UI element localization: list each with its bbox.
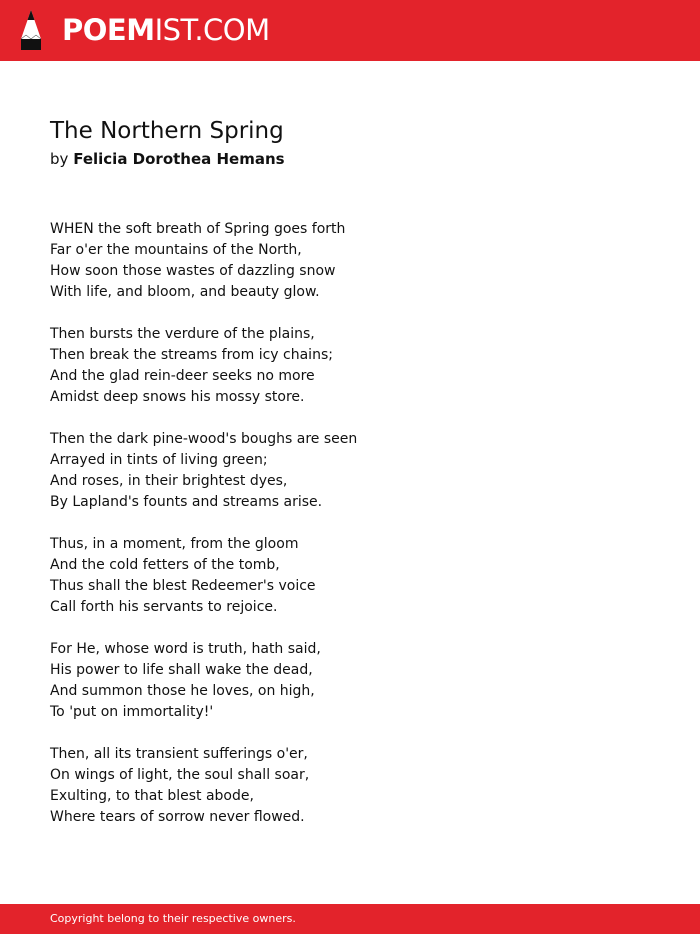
- pencil-logo-icon[interactable]: [18, 9, 44, 51]
- logo-text-bold: POEM: [62, 13, 155, 47]
- by-label: by: [50, 150, 69, 168]
- poem-line: Then bursts the verdure of the plains,: [50, 326, 315, 342]
- stanza-1: [50, 219, 650, 303]
- poem-line: Call forth his servants to rejoice.: [50, 599, 278, 615]
- poem-line: And roses, in their brightest dyes,: [50, 473, 288, 489]
- poem-line: Amidst deep snows his mossy store.: [50, 389, 305, 405]
- copyright-text: Copyright belong to their respective owners.: [50, 912, 296, 925]
- poem-line: Far o'er the mountains of the North,: [50, 242, 302, 258]
- poem-line: For He, whose word is truth, hath said,: [50, 641, 321, 657]
- poem-line: Then, all its transient sufferings o'er,: [50, 746, 308, 762]
- logo-text-light: IST.COM: [154, 13, 270, 47]
- site-logo-text[interactable]: [62, 12, 270, 48]
- poem-author: Felicia Dorothea Hemans: [73, 150, 285, 168]
- poem-line: Where tears of sorrow never flowed.: [50, 809, 305, 825]
- poem-line: Then the dark pine-wood's boughs are seen: [50, 431, 358, 447]
- stanza-2: [50, 324, 650, 408]
- poem-line: Then break the streams from icy chains;: [50, 347, 333, 363]
- poem-line: By Lapland's founts and streams arise.: [50, 494, 323, 510]
- poem-line: How soon those wastes of dazzling snow: [50, 263, 336, 279]
- poem-line: Thus, in a moment, from the gloom: [50, 536, 299, 552]
- poem-byline: [50, 149, 285, 169]
- site-header: [0, 0, 700, 61]
- poem-line: Exulting, to that blest abode,: [50, 788, 254, 804]
- poem-line: And summon those he loves, on high,: [50, 683, 315, 699]
- stanza-4: [50, 534, 650, 618]
- poem-line: And the cold fetters of the tomb,: [50, 557, 280, 573]
- poem-line: To 'put on immortality!': [50, 704, 214, 720]
- poem-line: On wings of light, the soul shall soar,: [50, 767, 310, 783]
- stanza-6: [50, 744, 650, 828]
- poem-line: His power to life shall wake the dead,: [50, 662, 313, 678]
- site-footer: [0, 904, 700, 934]
- stanza-5: [50, 639, 650, 723]
- poem-line: Thus shall the blest Redeemer's voice: [50, 578, 316, 594]
- poem-line: And the glad rein-deer seeks no more: [50, 368, 315, 384]
- stanza-3: [50, 429, 650, 513]
- poem-line: With life, and bloom, and beauty glow.: [50, 284, 320, 300]
- poem-title: The Northern Spring: [50, 118, 284, 144]
- poem-line: WHEN the soft breath of Spring goes forth: [50, 221, 346, 237]
- poem-line: Arrayed in tints of living green;: [50, 452, 268, 468]
- poem-body: [50, 219, 650, 849]
